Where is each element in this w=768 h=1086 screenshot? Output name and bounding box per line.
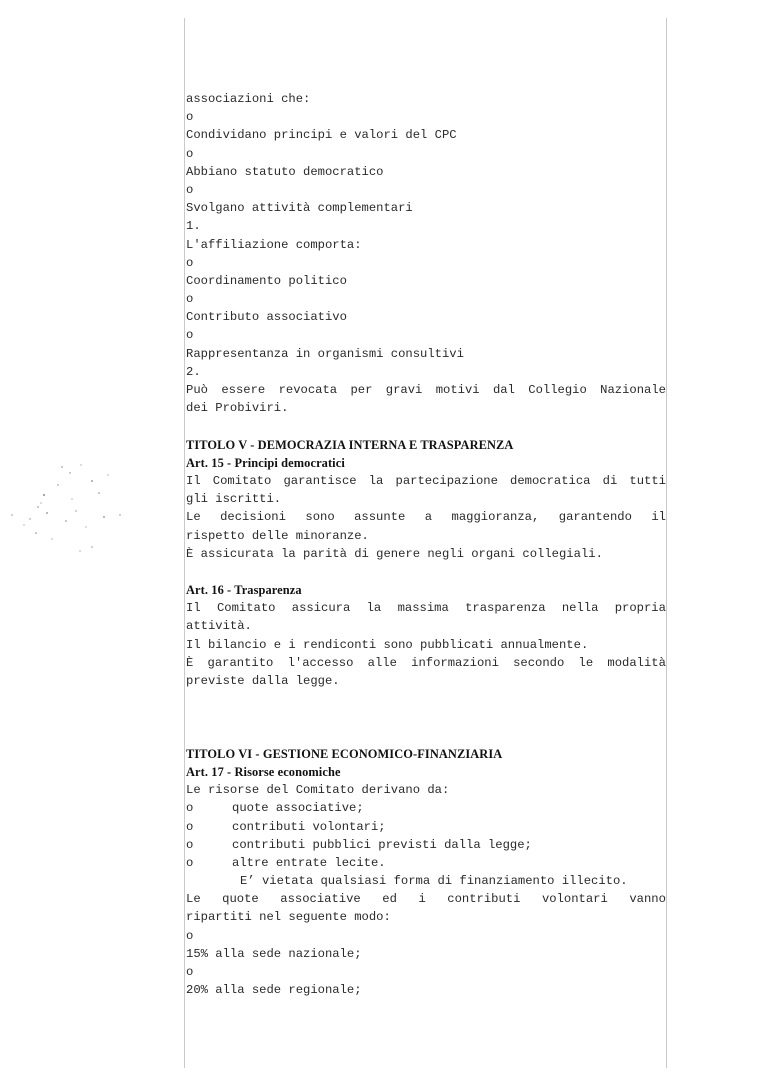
- word: di: [602, 473, 618, 488]
- art-16-line-2: attività.: [186, 619, 252, 634]
- word: Comitato: [212, 473, 272, 488]
- word: Le: [186, 892, 201, 907]
- word: alle: [367, 655, 397, 670]
- art-17-title: Art. 17 - Risorse economiche: [186, 764, 341, 779]
- word: Comitato: [216, 601, 276, 616]
- quote-line-2: ripartiti nel seguente modo:: [186, 910, 391, 925]
- art-15-line-5: È assicurata la parità di genere negli organi collegiali.: [186, 546, 603, 561]
- art-16-title: Art. 16 - Trasparenza: [186, 583, 302, 598]
- word: nella: [561, 601, 599, 616]
- list-marker: o: [186, 182, 194, 197]
- list-marker: o: [186, 146, 194, 161]
- word: vanno: [629, 892, 666, 907]
- list-marker: o: [186, 292, 194, 307]
- word: a: [424, 510, 433, 525]
- art-15-title: Art. 15 - Principi democratici: [186, 455, 345, 470]
- word: maggioranza,: [451, 510, 540, 525]
- associazioni-lead: associazioni che:: [186, 92, 311, 106]
- word: modalità: [607, 655, 666, 670]
- word: propria: [614, 601, 666, 616]
- word: associative: [280, 892, 361, 907]
- art-17-lead: Le risorse del Comitato derivano da:: [186, 783, 450, 798]
- list-number: 1.: [186, 219, 201, 234]
- list-marker: o: [186, 255, 194, 270]
- word: per: [350, 383, 373, 397]
- word: Il: [186, 473, 201, 488]
- right-margin-line: [666, 18, 667, 1068]
- word: garantito: [207, 655, 274, 670]
- word: dal: [492, 383, 515, 397]
- list-item: Rappresentanza in organismi consultivi: [186, 346, 464, 361]
- list-item: 20% alla sede regionale;: [186, 983, 362, 998]
- list-marker: o: [186, 965, 194, 980]
- word: assicura: [291, 601, 351, 616]
- word: assunte: [354, 510, 406, 525]
- word: revocata: [278, 383, 338, 397]
- list-marker: o: [186, 819, 194, 834]
- word: decisioni: [220, 510, 286, 525]
- word: i: [418, 892, 426, 907]
- revoca-line-1: [186, 381, 666, 399]
- list-item: [186, 854, 666, 872]
- word: Collegio: [528, 383, 587, 397]
- list-item: [186, 836, 666, 854]
- word: Può: [186, 383, 208, 397]
- word: massima: [397, 601, 449, 616]
- list-item: 15% alla sede nazionale;: [186, 946, 362, 961]
- list-item: Coordinamento politico: [186, 273, 347, 288]
- word: quote: [222, 892, 259, 907]
- titolo-5-heading: TITOLO V - DEMOCRAZIA INTERNA E TRASPARENZA: [186, 437, 514, 452]
- word: ed: [382, 892, 397, 907]
- word: Nazionale: [600, 383, 666, 397]
- list-item-text: quote associative;: [232, 801, 364, 816]
- list-marker: o: [186, 801, 194, 816]
- word: il: [651, 510, 666, 525]
- word: secondo: [513, 655, 565, 670]
- art-16-line-3: Il bilancio e i rendiconti sono pubblicati annualmente.: [186, 637, 589, 652]
- word: l'accesso: [287, 655, 354, 670]
- art-15-line-2: gli iscritti.: [186, 492, 282, 507]
- art-15-line-1: [186, 472, 666, 490]
- word: garantendo: [558, 510, 632, 525]
- word: tutti: [629, 473, 666, 488]
- list-marker: o: [186, 110, 194, 125]
- list-item: Abbiano statuto democratico: [186, 164, 384, 179]
- affiliazione-lead: L'affiliazione comporta:: [186, 237, 362, 252]
- word: contributi: [447, 892, 521, 907]
- left-margin-line: [184, 18, 185, 1068]
- quote-line-1: [186, 890, 666, 908]
- word: motivi: [435, 383, 480, 397]
- word: le: [578, 655, 594, 670]
- word: È: [186, 655, 194, 670]
- scan-noise-speckles: [0, 455, 130, 555]
- list-marker: o: [186, 328, 194, 343]
- word: trasparenza: [465, 601, 546, 616]
- word: informazioni: [411, 655, 499, 670]
- list-item-text: contributi volontari;: [232, 819, 386, 834]
- word: Il: [186, 601, 201, 616]
- list-item: [186, 818, 666, 836]
- word: la: [366, 601, 382, 616]
- word: volontari: [541, 892, 608, 907]
- word: essere: [221, 383, 266, 397]
- list-item-text: altre entrate lecite.: [232, 855, 386, 870]
- art-16-line-1: [186, 599, 666, 617]
- document-page: [186, 90, 666, 999]
- list-marker: o: [186, 928, 194, 943]
- titolo-6-heading: TITOLO VI - GESTIONE ECONOMICO-FINANZIARIA: [186, 746, 503, 761]
- revoca-line-2: dei Probiviri.: [186, 401, 289, 416]
- list-number: 2.: [186, 364, 201, 379]
- art-16-line-4: [186, 654, 666, 672]
- art-16-line-5: previste dalla legge.: [186, 674, 340, 688]
- list-item: [186, 799, 666, 817]
- divieto-line: E’ vietata qualsiasi forma di finanziamento illecito.: [240, 874, 628, 889]
- word: sono: [305, 510, 335, 525]
- word: la: [368, 473, 384, 488]
- list-marker: o: [186, 837, 194, 852]
- list-marker: o: [186, 855, 194, 870]
- list-item: Contributo associativo: [186, 310, 347, 325]
- list-item-text: contributi pubblici previsti dalla legge;: [232, 837, 532, 852]
- word: Le: [186, 510, 201, 525]
- word: partecipazione: [395, 473, 498, 488]
- word: gravi: [385, 383, 423, 397]
- art-15-line-3: [186, 508, 666, 526]
- word: democratica: [510, 473, 591, 488]
- word: garantisce: [283, 473, 357, 488]
- list-item: Condividano principi e valori del CPC: [186, 128, 457, 143]
- art-15-line-4: rispetto delle minoranze.: [186, 528, 369, 543]
- list-item: Svolgano attività complementari: [186, 201, 413, 216]
